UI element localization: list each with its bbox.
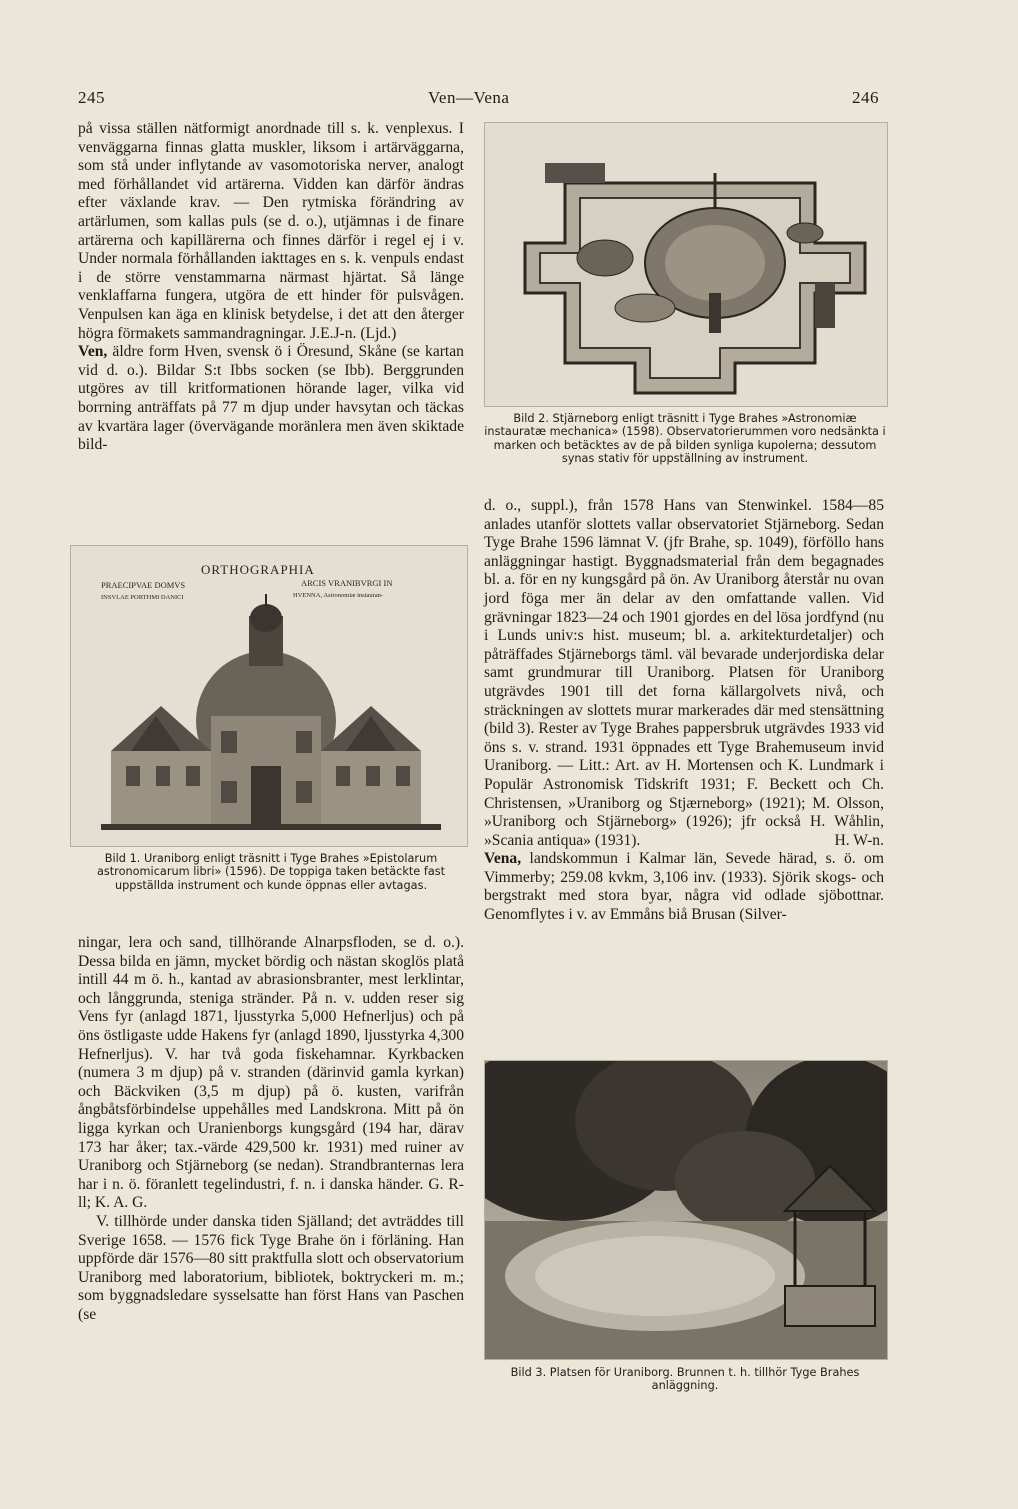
bild3-image xyxy=(484,1060,888,1360)
ven-article-continuation: på vissa ställen nätformigt anordnade till s. k. venplexus. I venväggarna finnas glatta muskler, liksom i artärväggarna, som stå under inflytande av vasomotoriska nerver, analogt med förhållandet vid artärerna. Vidden kan därför ändras efter växlande krav. — Den rytmiska förändring av artärlumen, som kallas puls (se d. o.), utjämnas i de finare artärerna och kapillärerna och finnes därför i regel ej i v. Under normala förhållanden iakttages en s. k. venpuls endast i de större venstammarna närmast hjärtat. Så länge venklaffarna fungera, utgöra de ett hinder för pulsvågen. Venpulsen kan äga en klinisk betydelse, i det att den återger högra förmakets sammandragningar. J.E.J-n. (Ljd.) xyxy=(78,120,464,342)
headword-vena: Vena, xyxy=(484,850,522,868)
bild2-caption xyxy=(484,412,886,466)
bild1-caption-text: Uraniborg enligt träsnitt i Tyge Brahes »Epistolarum astronomicarum libri» (1596). De toppiga taken betäckte fast uppställda instrument och kunde öppnas eller avtagas. xyxy=(96,852,446,892)
plate-right-text2: HVENNA, Astronomiæ instauran- xyxy=(293,592,384,599)
left-column-top xyxy=(78,120,464,455)
bild2-label: Bild 2. xyxy=(513,412,549,425)
bild3-caption-text: Platsen för Uraniborg. Brunnen t. h. tillhör Tyge Brahes anläggning. xyxy=(549,1366,860,1393)
plate-title: ORTHOGRAPHIA xyxy=(201,562,315,577)
bild1-label: Bild 1. xyxy=(104,852,141,865)
ven-history-continued xyxy=(484,497,884,850)
bild2-caption-text: Stjärneborg enligt träsnitt i Tyge Brahes »Astronomiæ instauratæ mechanica» (1598). Observatorierummen voro nedsänkta i marken och betäcktes av de på bilden synliga kupolerna; dessutom synas stativ för uppställning av instrument. xyxy=(484,412,886,466)
ven-article-continued: ningar, lera och sand, tillhörande Alnarpsfloden, se d. o.). Dessa bilda en jämn, mycket bördig och nästan skoglös platå intill 44 m ö. h., kantad av abrasionsbranter, mest lerklintar, och långgrunda, steniga stränder. På n. v. udden reser sig Vens fyr (anlagd 1871, ljusstyrka 5,000 Hefnerljus) och på öns östligaste udde Hakens fyr (anlagd 1890, ljusstyrka 4,300 Hefnerljus). V. har två goda fiskehamnar. Kyrkbacken (numera 3 m djup) på v. stranden (därinvid gamla kyrkan) och Bäckviken (3,5 m djup) på ö. kusten, varifrån ångbåtsförbindelse uppehålles med Landskrona. Mitt på ön ligga kyrkan och Uranienborgs kungsgård (194 har, därav 173 har åker; tax.-värde 429,500 kr. 1931) med ruiner av Uraniborg och Stjärneborg (se nedan). Strandbranternas lera har i n. ö. föranlett tegelindustri, f. n. i danska händer. G. R-ll; K. A. G. xyxy=(78,934,464,1212)
uraniborg-woodcut xyxy=(71,546,467,846)
bild3-label: Bild 3. xyxy=(510,1366,547,1379)
vena-article-text: landskommun i Kalmar län, Sevede härad, s. ö. om Vimmerby; 259.08 kvkm, 3,106 inv. (1933). Sjörik skogs- och bergstrakt med stora byar, några vid odlade sjöbottnar. Genomflytes i v. av Emmåns biå Brusan (Silver- xyxy=(484,850,884,924)
bild3-caption xyxy=(484,1366,886,1393)
ven-history-text: d. o., suppl.), från 1578 Hans van Stenwinkel. 1584—85 anlades utanför slottets vallar observatoriet Stjärneborg. Sedan Tyge Brahe 1596 lämnat V. (jfr Brahe, sp. 1049), förföllo hans anläggningar hastigt. Byggnadsmaterial från dem begagnades bl. a. för en ny kungsgård på ön. Av Uraniborg återstår nu ovan jord föga mer än delar av den omfattande vallen. Vid grävningar 1823—24 och 1901 gjordes en del lösa jordfynd (nu i Lunds univ:s hist. museum; bl. a. arkitekturdetaljer) och påträffades Stjärneborgs täml. väl bevarade underjordiska delar samt grundmurar till Uraniborg. Platsen för Uraniborg utgrävdes 1901 till det forna källargolvets nivå, och sträckningen av slottets murar markerades där med stensättning (bild 3). Rester av Tyge Brahes pappersbruk utgrävdes 1933 vid öns s. v. strand. 1931 öppnades ett Tyge Brahemuseum invid Uraniborg. — Litt.: Art. av H. Mortensen och K. Lundmark i Populär Astronomisk Tidskrift 1931; F. Beckett och Ch. Christensen, »Uraniborg og Stjærneborg» (1921); M. Olsson, »Uraniborg och Stjärneborg» (1926); jfr också H. Wåhlin, »Scania antiqua» (1931). xyxy=(484,497,884,849)
ven-article xyxy=(78,343,464,455)
left-column-bottom xyxy=(78,934,464,1324)
plate-left-text2: INSVLAE PORTHMI DANICI xyxy=(101,594,184,601)
bild2-image xyxy=(484,122,888,407)
headword-ven: Ven, xyxy=(78,343,108,361)
running-title: Ven—Vena xyxy=(428,88,510,107)
plate-left-text: PRAECIPVAE DOMVS xyxy=(101,580,186,590)
bild1-image xyxy=(70,545,468,847)
uraniborg-site-photo xyxy=(485,1061,887,1359)
right-column xyxy=(484,497,884,925)
bild1-caption xyxy=(78,852,464,892)
stjarneborg-woodcut xyxy=(485,123,887,406)
page-number-left: 245 xyxy=(78,88,105,107)
signature-hwn: H. W-n. xyxy=(834,831,884,849)
ven-history: V. tillhörde under danska tiden Själland; det avträddes till Sverige 1658. — 1576 fick Tyge Brahe ön i förläning. Han uppförde där 1576—80 sitt praktfulla slott och observatorium Uraniborg med laboratorium, bibliotek, boktryckeri m. m.; som byggnadsledare sysselsatte han först Hans van Paschen (se xyxy=(78,1212,464,1323)
page-number-right: 246 xyxy=(852,88,879,107)
plate-right-text: ARCIS VRANIBVRGI IN xyxy=(301,578,393,588)
vena-article xyxy=(484,850,884,924)
ven-article-text: äldre form Hven, svensk ö i Öresund, Skåne (se kartan vid d. o.). Bildar S:t Ibbs socken (se Ibb). Berggrunden utgöres av till kritformationen hörande lager, vilka vid borrning anträffats på 77 m djup under havsytan och täckas av kvartära lager (övervägande moränlera men även skiktade bild- xyxy=(78,343,464,454)
